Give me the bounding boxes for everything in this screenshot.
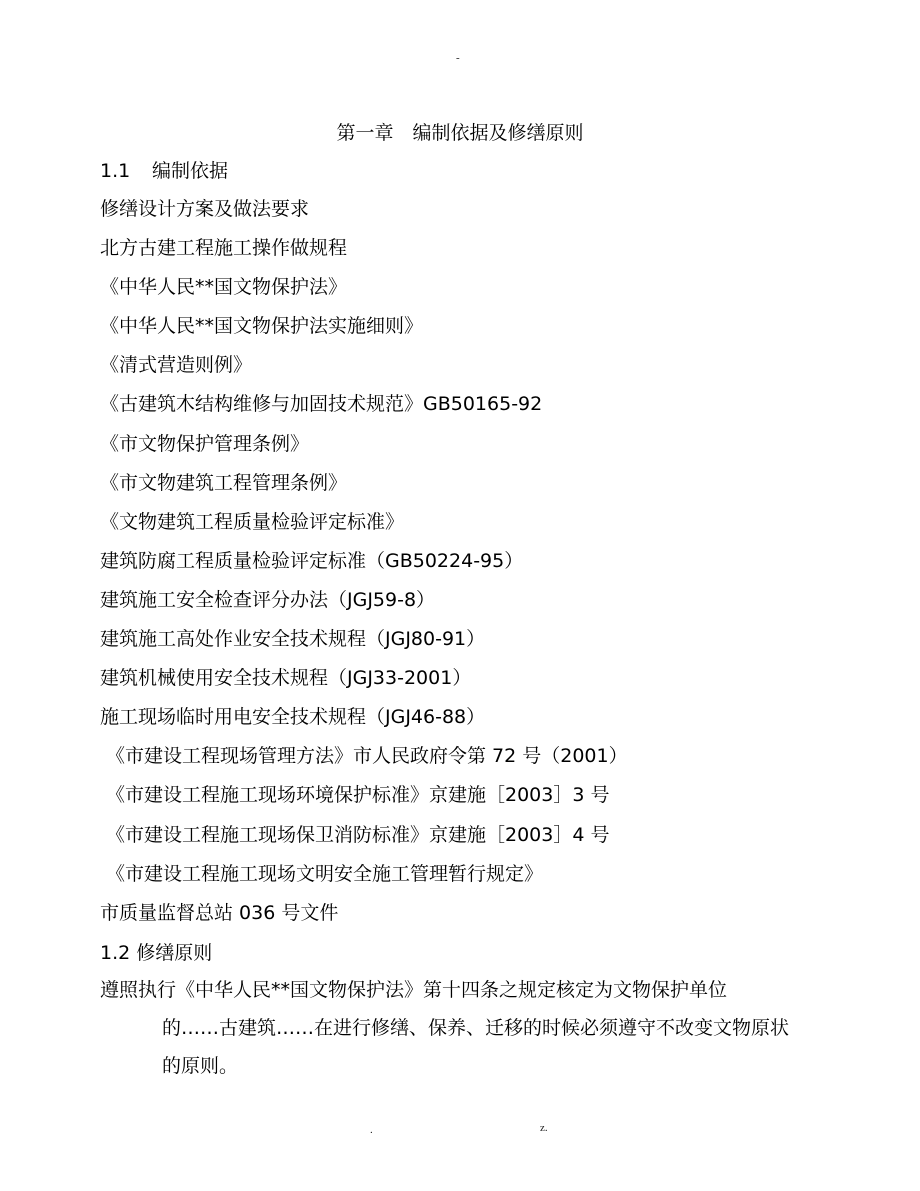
reference-item: 《清式营造则例》	[100, 354, 253, 377]
footer-dot: .	[370, 1124, 373, 1136]
paragraph-line: 的……古建筑……在进行修缮、保养、迁移的时候必须遵守不改变文物原状	[162, 1017, 790, 1039]
reference-item: 建筑施工高处作业安全技术规程（JGJ80-91）	[100, 628, 486, 651]
reference-item: 《文物建筑工程质量检验评定标准》	[100, 510, 405, 533]
reference-item: 建筑施工安全检查评分办法（JGJ59-8）	[100, 588, 436, 611]
reference-list	[100, 194, 628, 937]
reference-item: 《市文物建筑工程管理条例》	[100, 471, 348, 494]
header-mark: -	[456, 52, 460, 64]
reference-item: 《市建设工程施工现场环境保护标准》京建施［2003］3 号	[106, 784, 610, 807]
reference-item: 修缮设计方案及做法要求	[100, 198, 310, 220]
reference-item: 《市文物保护管理条例》	[100, 432, 310, 455]
reference-item: 建筑防腐工程质量检验评定标准（GB50224-95）	[100, 549, 524, 572]
reference-item: 施工现场临时用电安全技术规程（JGJ46-88）	[100, 706, 486, 729]
reference-item: 《市建设工程施工现场文明安全施工管理暂行规定》	[106, 862, 544, 885]
reference-item: 市质量监督总站 036 号文件	[100, 901, 339, 924]
section-heading-1-2: 1.2 修缮原则	[100, 942, 213, 964]
reference-item: 《中华人民**国文物保护法实施细则》	[100, 315, 424, 338]
reference-item: 《市建设工程现场管理方法》市人民政府令第 72 号（2001）	[106, 745, 628, 768]
reference-item: 北方古建工程施工操作做规程	[100, 237, 348, 260]
chapter-title: 第一章 编制依据及修缮原则	[336, 122, 584, 144]
principle-paragraph	[100, 975, 840, 1089]
paragraph-line: 遵照执行《中华人民**国文物保护法》第十四条之规定核定为文物保护单位	[100, 979, 728, 1001]
section-number: 1.1	[100, 160, 131, 182]
section-title-text: 编制依据	[152, 160, 229, 182]
reference-item: 《古建筑木结构维修与加固技术规范》GB50165-92	[100, 393, 543, 416]
section-heading-1-1	[100, 156, 228, 183]
reference-item: 建筑机械使用安全技术规程（JGJ33-2001）	[100, 667, 472, 690]
reference-item: 《中华人民**国文物保护法》	[100, 276, 348, 299]
paragraph-line: 的原则。	[162, 1055, 239, 1077]
footer-mark: z.	[540, 1122, 548, 1134]
reference-item: 《市建设工程施工现场保卫消防标准》京建施［2003］4 号	[106, 823, 610, 846]
